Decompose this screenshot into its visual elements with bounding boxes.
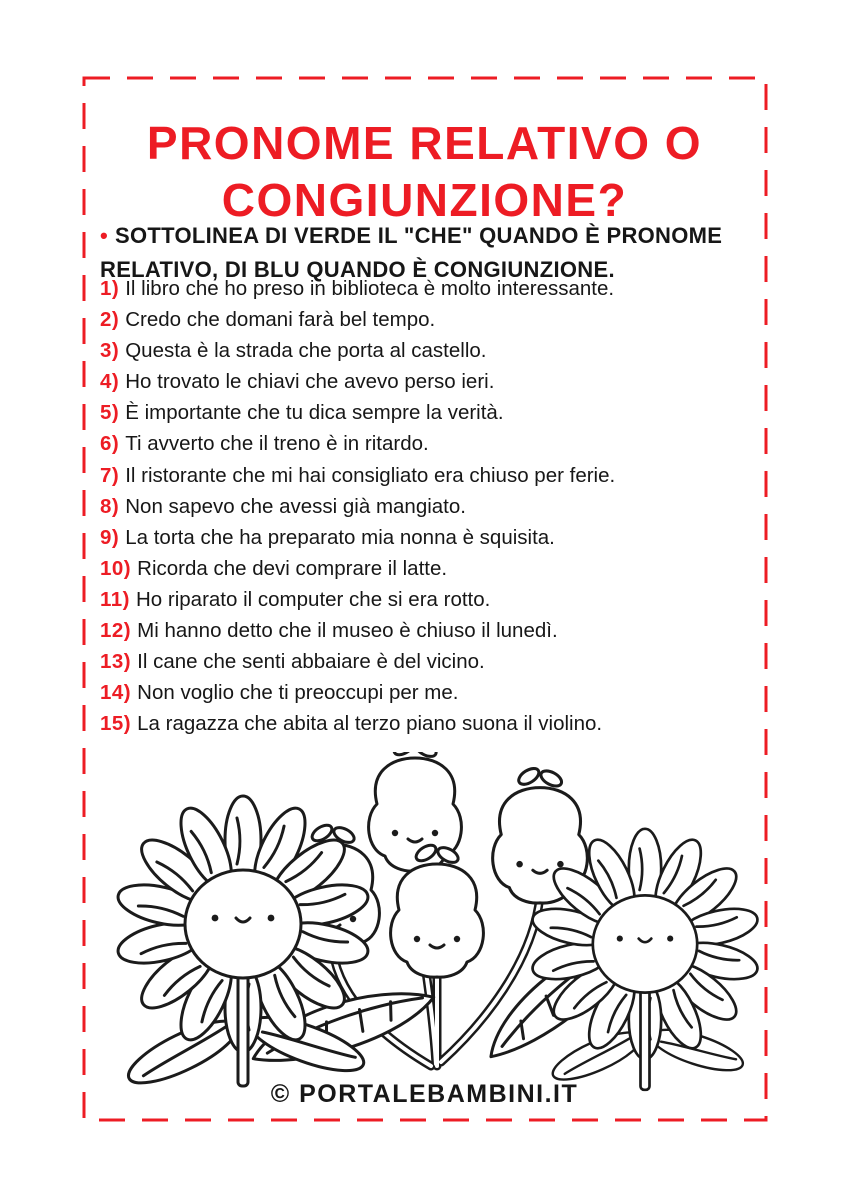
page-title	[92, 115, 757, 229]
list-item	[100, 491, 772, 522]
item-text: Ricorda che devi comprare il latte.	[137, 556, 448, 580]
item-number: 11)	[100, 587, 130, 611]
list-item	[100, 584, 772, 615]
item-text: Il ristorante che mi hai consigliato era chiuso per ferie.	[125, 463, 616, 487]
item-text: Il cane che senti abbaiare è del vicino.	[137, 650, 485, 674]
list-item	[100, 366, 772, 397]
item-number: 1)	[100, 277, 120, 300]
item-text: Ho trovato le chiavi che avevo perso ieri.	[125, 370, 495, 394]
item-text: Ho riparato il computer che si era rotto.	[136, 587, 491, 611]
item-number: 2)	[100, 308, 120, 332]
item-text: È importante che tu dica sempre la verità.	[125, 401, 504, 425]
item-number: 4)	[100, 370, 120, 394]
instructions-text: SOTTOLINEA DI VERDE IL "CHE" QUANDO È PRONOME RELATIVO, DI BLU QUANDO È CONGIUNZIONE.	[100, 223, 723, 282]
item-number: 3)	[100, 339, 120, 363]
flowers-illustration	[85, 752, 775, 1092]
item-text: Non voglio che ti preoccupi per me.	[137, 681, 459, 705]
footer-credit: © PORTALEBAMBINI.IT	[270, 1080, 579, 1108]
item-number: 14)	[100, 681, 132, 705]
list-item	[100, 615, 772, 646]
item-text: Ti avverto che il treno è in ritardo.	[125, 432, 429, 456]
item-number: 13)	[100, 650, 132, 674]
list-item	[100, 522, 772, 553]
list-item	[100, 646, 772, 677]
bullet-icon: •	[100, 223, 109, 248]
item-number: 7)	[100, 463, 120, 487]
list-item	[100, 428, 772, 459]
list-item	[100, 273, 772, 304]
item-number: 5)	[100, 401, 120, 425]
exercise-list	[100, 273, 772, 739]
item-text: Mi hanno detto che il museo è chiuso il lunedì.	[137, 619, 558, 643]
item-text: Il libro che ho preso in biblioteca è molto interessante.	[125, 277, 615, 300]
item-number: 6)	[100, 432, 120, 456]
list-item	[100, 304, 772, 335]
item-number: 10)	[100, 556, 132, 580]
list-item	[100, 677, 772, 708]
item-text: Non sapevo che avessi già mangiato.	[125, 494, 466, 518]
list-item	[100, 553, 772, 584]
item-number: 15)	[100, 712, 132, 736]
title-line-2: CONGIUNZIONE?	[221, 173, 628, 226]
item-text: La ragazza che abita al terzo piano suona il violino.	[137, 712, 603, 736]
list-item	[100, 335, 772, 366]
item-number: 9)	[100, 525, 120, 549]
item-number: 12)	[100, 619, 132, 643]
list-item	[100, 397, 772, 428]
item-text: La torta che ha preparato mia nonna è squisita.	[125, 525, 555, 549]
list-item	[100, 708, 772, 739]
item-text: Credo che domani farà bel tempo.	[125, 308, 436, 332]
title-line-1: PRONOME RELATIVO O	[146, 116, 703, 169]
item-text: Questa è la strada che porta al castello.	[125, 339, 487, 363]
item-number: 8)	[100, 494, 120, 518]
list-item	[100, 460, 772, 491]
